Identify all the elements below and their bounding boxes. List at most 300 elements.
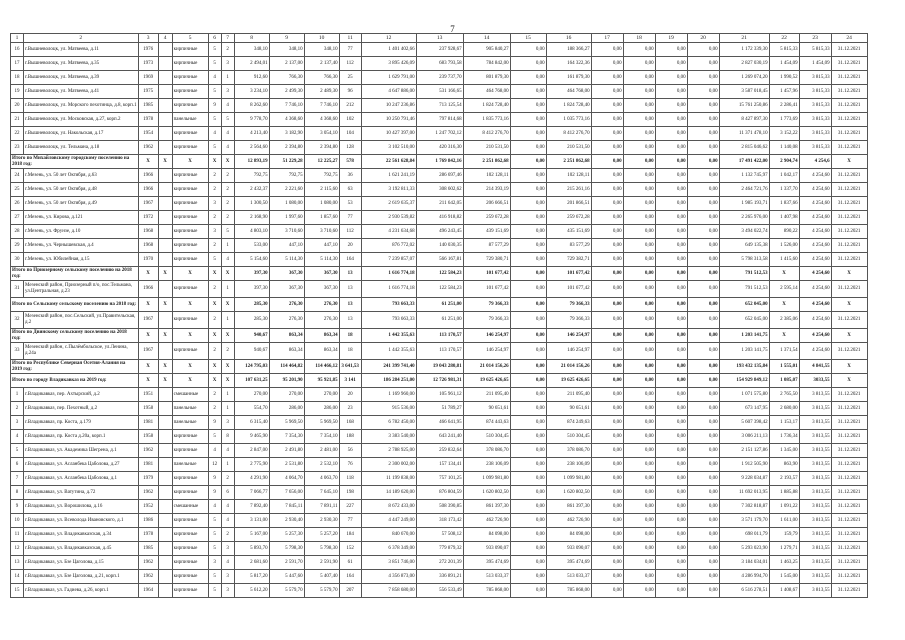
table-cell: 876 772,02	[361, 239, 416, 253]
summary-cell: 0,00	[623, 360, 655, 374]
table-cell: 1 035 773,16	[546, 113, 591, 127]
summary-cell: 1 085,07	[769, 374, 799, 388]
table-cell: 0,00	[623, 514, 655, 528]
table-cell: 31.12.2021	[831, 141, 867, 155]
table-cell: 10 250 791,46	[361, 113, 416, 127]
address-cell: г.Мезень, ул. Юбилейная, д.15	[24, 253, 139, 267]
table-cell: 152	[339, 542, 361, 556]
table-cell: 1 140,08	[769, 141, 799, 155]
summary-cell: 367,30	[269, 267, 304, 281]
table-cell: 0,00	[687, 458, 719, 472]
table-cell: 0,00	[687, 584, 719, 598]
table-cell: 0,00	[623, 197, 655, 211]
address-cell: г.Владикавказ, ул. Бзе Цаголова, д.15	[24, 556, 139, 570]
table-cell: 270,00	[234, 388, 269, 402]
table-cell: 22	[11, 127, 24, 141]
summary-cell: X	[138, 267, 158, 281]
table-cell: 9 778,70	[234, 113, 269, 127]
table-cell: 5 969,50	[269, 416, 304, 430]
summary-cell: 61 251,00	[416, 298, 463, 312]
table-cell: 1968	[138, 225, 158, 239]
table-cell: 0,00	[591, 85, 623, 99]
table-cell: 3 813,55	[799, 500, 831, 514]
summary-cell: 95 921,85	[304, 374, 339, 388]
table-cell: 0,00	[623, 57, 655, 71]
table-cell: 874 249,63	[546, 416, 591, 430]
table-cell: 15 761 250,86	[719, 99, 769, 113]
table-cell: 8 672 433,00	[361, 500, 416, 514]
table-cell: 31.12.2021	[831, 253, 867, 267]
table-cell: 0,00	[687, 388, 719, 402]
table-cell: 5 893,70	[234, 542, 269, 556]
table-cell: 0,00	[623, 71, 655, 85]
summary-cell: 12 726 981,31	[416, 374, 463, 388]
table-cell: 464 768,00	[463, 85, 510, 99]
table-cell	[158, 343, 172, 360]
table-cell: 188	[339, 430, 361, 444]
table-cell: 87 577,29	[463, 239, 510, 253]
table-cell: 416 918,82	[416, 211, 463, 225]
table-cell: 1 736,34	[769, 430, 799, 444]
table-cell: 698 011,79	[719, 528, 769, 542]
table-cell: 0,00	[623, 430, 655, 444]
table-cell: 0,00	[591, 542, 623, 556]
table-cell: 2	[208, 239, 221, 253]
table-cell: 286,00	[304, 402, 339, 416]
summary-cell: 2 251 862,68	[463, 155, 510, 169]
table-cell: 3 813,55	[799, 388, 831, 402]
table-cell: 0,00	[510, 211, 546, 225]
table-cell: панельные	[172, 416, 208, 430]
table-cell	[158, 430, 172, 444]
table-cell: 3 571 179,70	[719, 514, 769, 528]
table-cell: 863,34	[269, 343, 304, 360]
table-cell: 31.12.2021	[831, 388, 867, 402]
table-cell: 1979	[138, 472, 158, 486]
table-cell: 13	[339, 312, 361, 329]
table-cell: 0,00	[623, 225, 655, 239]
table-cell: 31.12.2021	[831, 197, 867, 211]
table-cell: 3	[221, 57, 234, 71]
summary-cell: X	[221, 374, 234, 388]
table-cell: 211 642,05	[416, 197, 463, 211]
table-cell: 259 672,28	[463, 211, 510, 225]
table-cell: 4 254,60	[799, 343, 831, 360]
table-cell: 2 193,57	[769, 472, 799, 486]
table-cell: 0,00	[655, 312, 687, 329]
table-cell: 0,00	[687, 500, 719, 514]
table-cell: 3 895 426,09	[361, 57, 416, 71]
table-cell: 933 090,07	[546, 542, 591, 556]
table-cell: 863,34	[304, 343, 339, 360]
table-cell: 0,00	[623, 584, 655, 598]
table-cell: 3 813,55	[799, 514, 831, 528]
table-cell: 496 243,45	[416, 225, 463, 239]
table-cell: 31.12.2021	[831, 127, 867, 141]
table-row	[11, 416, 868, 430]
table-cell: 4	[11, 430, 24, 444]
table-row	[11, 514, 868, 528]
table-cell	[158, 472, 172, 486]
table-cell: 4 647 886,00	[361, 85, 416, 99]
table-cell: кирпичные	[172, 211, 208, 225]
table-cell: 874 443,63	[463, 416, 510, 430]
table-cell: 3 383 540,00	[361, 430, 416, 444]
table-cell: 1968	[138, 239, 158, 253]
summary-row	[11, 329, 868, 343]
address-cell: г.Мезень, ул. 50 лет Октября, д.63	[24, 169, 139, 183]
table-cell: 0,00	[687, 211, 719, 225]
table-cell: кирпичные	[172, 253, 208, 267]
table-cell: 0,00	[623, 542, 655, 556]
table-cell: 8 262,60	[234, 99, 269, 113]
summary-cell: X	[138, 374, 158, 388]
table-cell: 0,00	[655, 500, 687, 514]
table-cell: 462 726,90	[546, 514, 591, 528]
table-cell: 1 857,60	[304, 211, 339, 225]
address-cell: г.Владикавказ, ул. Ворошилова, д.16	[24, 500, 139, 514]
table-cell: 5 579,70	[269, 584, 304, 598]
table-cell: кирпичные	[172, 542, 208, 556]
table-cell: 101 677,42	[546, 281, 591, 298]
table-cell: 1951	[138, 388, 158, 402]
table-cell: 90 651,61	[463, 402, 510, 416]
column-number: 5	[172, 34, 208, 43]
table-cell: 1967	[138, 343, 158, 360]
table-cell: 13	[11, 556, 24, 570]
table-cell: 0,00	[623, 183, 655, 197]
summary-cell: 19 625 426,65	[546, 374, 591, 388]
summary-cell: 791 512,53	[719, 267, 769, 281]
address-cell: г.Владикавказ, ул. Владикавказская, д.34	[24, 528, 139, 542]
table-cell: 1 132 745,97	[719, 169, 769, 183]
table-cell: 3 813,55	[799, 570, 831, 584]
address-cell: г.Владикавказ, пр. Коста, д.179	[24, 416, 139, 430]
table-cell: 3 813,55	[799, 444, 831, 458]
table-cell: 0,00	[591, 486, 623, 500]
table-cell: 11 692 013,95	[719, 486, 769, 500]
summary-cell: X	[208, 267, 221, 281]
summary-cell: 4 254,60	[799, 329, 831, 343]
summary-cell: X	[831, 298, 867, 312]
table-cell: 3 815,33	[799, 85, 831, 99]
table-cell: 286 697,46	[416, 169, 463, 183]
table-cell: 3 131,00	[234, 514, 269, 528]
table-cell: 1 042,17	[769, 169, 799, 183]
table-cell: 4 254,60	[799, 183, 831, 197]
table-cell: 5	[221, 113, 234, 127]
table-cell: 8 427 897,30	[719, 113, 769, 127]
table-cell: 17	[11, 57, 24, 71]
table-cell: 1 837,66	[769, 197, 799, 211]
table-cell: 101 677,42	[463, 281, 510, 298]
table-cell: 5 607 398,42	[719, 416, 769, 430]
table-cell: 4	[221, 556, 234, 570]
table-cell: 128	[339, 141, 361, 155]
table-cell: 0,00	[510, 183, 546, 197]
table-cell: 2 531,80	[269, 458, 304, 472]
table-cell: 122 584,23	[416, 281, 463, 298]
summary-cell: 0,00	[687, 155, 719, 169]
table-cell: 0,00	[655, 57, 687, 71]
table-cell: 0,00	[655, 343, 687, 360]
table-row	[11, 542, 868, 556]
column-number: 17	[591, 34, 623, 43]
table-cell: 31.12.2021	[831, 542, 867, 556]
summary-cell: 4 254,60	[799, 298, 831, 312]
summary-cell: 19 043 280,81	[416, 360, 463, 374]
table-cell: 7 354,10	[304, 430, 339, 444]
table-cell: 15	[11, 584, 24, 598]
table-cell: 1 172 339,30	[719, 43, 769, 57]
summary-cell: 1 616 774,18	[361, 267, 416, 281]
column-number: 4	[158, 34, 172, 43]
table-row	[11, 343, 868, 360]
table-cell	[158, 570, 172, 584]
table-cell: 8	[11, 486, 24, 500]
table-cell: 2 115,60	[304, 183, 339, 197]
table-cell: 77	[339, 211, 361, 225]
table-cell: 0,00	[655, 542, 687, 556]
table-cell: 3 813,55	[799, 486, 831, 500]
table-cell: 1 080,00	[269, 197, 304, 211]
table-cell: 1 629 791,00	[361, 71, 416, 85]
table-cell: 1 773,69	[769, 113, 799, 127]
table-cell: 0,00	[655, 169, 687, 183]
table-cell: 1972	[138, 211, 158, 225]
table-cell: 4 254,60	[799, 253, 831, 267]
summary-cell: 22 561 628,84	[361, 155, 416, 169]
table-cell: 0,00	[687, 239, 719, 253]
address-cell: г.Владикавказ, ул. Асланбека Цаболова, д.1	[24, 472, 139, 486]
table-cell: 239 737,70	[416, 71, 463, 85]
table-cell: 20	[339, 388, 361, 402]
table-cell: 7	[11, 472, 24, 486]
table-cell: 1	[221, 281, 234, 298]
table-cell: 0,00	[687, 127, 719, 141]
table-row	[11, 281, 868, 298]
table-cell: 102	[339, 113, 361, 127]
table-cell: 3	[221, 570, 234, 584]
table-cell: 649 135,38	[719, 239, 769, 253]
summary-cell: 285,30	[234, 298, 269, 312]
summary-cell: 1 203 141,75	[719, 329, 769, 343]
table-cell: 206 666,51	[463, 197, 510, 211]
table-cell: 164	[339, 253, 361, 267]
table-cell: 3 494 022,74	[719, 225, 769, 239]
table-cell: 508 390,85	[416, 500, 463, 514]
table-cell: 0,00	[510, 197, 546, 211]
table-cell	[158, 514, 172, 528]
table-cell: 0,00	[623, 416, 655, 430]
table-cell: 0,00	[623, 113, 655, 127]
table-cell: 0,00	[623, 388, 655, 402]
table-cell: 3	[11, 416, 24, 430]
table-cell: 105 961,12	[416, 388, 463, 402]
table-cell: 7 354,30	[269, 430, 304, 444]
table-cell: 348,10	[304, 43, 339, 57]
summary-cell: 0,00	[687, 298, 719, 312]
summary-cell: X	[831, 374, 867, 388]
table-cell: 164	[339, 570, 361, 584]
table-cell	[158, 253, 172, 267]
table-cell: 1 203 141,75	[719, 343, 769, 360]
table-cell: 5	[208, 542, 221, 556]
address-cell: г.Мезень, ул. 50 лет Октября, д.49	[24, 197, 139, 211]
table-cell: 0,00	[687, 402, 719, 416]
summary-cell: 0,00	[591, 360, 623, 374]
summary-label: Итого по Михайловскому городскому поселению на 2018 год:	[11, 155, 139, 169]
table-cell: 3 813,55	[799, 430, 831, 444]
table-cell: 1	[221, 388, 234, 402]
table-cell: 32	[11, 312, 24, 329]
table-cell: 0,00	[591, 528, 623, 542]
table-cell: 0,00	[623, 141, 655, 155]
table-cell: 1 824 728,40	[546, 99, 591, 113]
table-cell: 1 247 702,12	[416, 127, 463, 141]
table-cell: 201 866,51	[546, 197, 591, 211]
summary-cell: 146 254,97	[463, 329, 510, 343]
table-cell: 1967	[138, 312, 158, 329]
table-cell: 0,00	[510, 500, 546, 514]
table-cell: 5 447,60	[269, 570, 304, 584]
table-cell: 1	[221, 458, 234, 472]
table-cell: 5 612,20	[234, 584, 269, 598]
table-row	[11, 85, 868, 99]
table-cell: 1 401 402,66	[361, 43, 416, 57]
summary-cell: 241 399 741,40	[361, 360, 416, 374]
table-cell: 30	[11, 253, 24, 267]
table-cell: 0,00	[591, 183, 623, 197]
table-cell: кирпичные	[172, 127, 208, 141]
table-cell: 510 304,45	[463, 430, 510, 444]
summary-label: Итого по Приозерному сельскому поселению на 2018 год:	[11, 267, 139, 281]
table-row	[11, 113, 868, 127]
table-cell: 31.12.2021	[831, 57, 867, 71]
summary-cell: 18	[339, 329, 361, 343]
table-cell: 395 474,69	[463, 556, 510, 570]
table-cell: 4	[221, 141, 234, 155]
address-cell: г.Владикавказ, пр. Коста д.20а, корп.1	[24, 430, 139, 444]
address-cell: г.Владикавказ, ул. Академика Шегрена, д.1	[24, 444, 139, 458]
table-cell: кирпичные	[172, 141, 208, 155]
table-cell: 348,10	[269, 43, 304, 57]
table-cell: 2 137,00	[269, 57, 304, 71]
summary-cell: 863,34	[304, 329, 339, 343]
table-cell: 3 184 034,01	[719, 556, 769, 570]
table-cell: 0,00	[591, 281, 623, 298]
table-cell: 0,00	[687, 253, 719, 267]
table-cell: 0,00	[687, 225, 719, 239]
column-number: 23	[799, 34, 831, 43]
table-cell: 0,00	[687, 556, 719, 570]
table-cell: 3 813,55	[799, 584, 831, 598]
table-cell: 276,30	[304, 312, 339, 329]
summary-cell: 0,00	[687, 329, 719, 343]
table-cell: 2	[208, 343, 221, 360]
table-cell: 462 726,90	[463, 514, 510, 528]
table-cell: 31.12.2021	[831, 402, 867, 416]
table-cell: 801 879,30	[463, 71, 510, 85]
table-cell: 259 672,28	[546, 211, 591, 225]
table-cell: 31.12.2021	[831, 570, 867, 584]
table-row	[11, 169, 868, 183]
table-cell: 286,00	[269, 402, 304, 416]
table-cell: 9	[208, 99, 221, 113]
column-number: 1	[11, 34, 24, 43]
table-cell: 8 412 276,70	[463, 127, 510, 141]
table-cell: 0,00	[591, 225, 623, 239]
table-cell: 27	[11, 211, 24, 225]
address-cell: г.Вышневолоцк, ул. Московская, д.27, корп.2	[24, 113, 139, 127]
table-cell: 1981	[138, 458, 158, 472]
summary-cell: 0,00	[591, 155, 623, 169]
table-cell: 207	[339, 584, 361, 598]
table-cell: 4 254,60	[799, 312, 831, 329]
table-cell: 90 651,61	[546, 402, 591, 416]
table-cell: кирпичные	[172, 514, 208, 528]
column-number: 20	[687, 34, 719, 43]
table-cell: 0,00	[623, 500, 655, 514]
table-cell: 4 368,60	[269, 113, 304, 127]
table-cell: 2 385,06	[769, 312, 799, 329]
table-cell: кирпичные	[172, 570, 208, 584]
summary-cell: 0,00	[510, 155, 546, 169]
table-cell: 2 847,00	[234, 444, 269, 458]
table-cell: 272 201,39	[416, 556, 463, 570]
table-cell: 102 128,11	[546, 169, 591, 183]
table-cell: 4	[208, 71, 221, 85]
table-cell: 0,00	[655, 113, 687, 127]
table-cell: 1962	[138, 556, 158, 570]
table-cell: 7 892,40	[234, 500, 269, 514]
table-cell: 259 832,64	[416, 444, 463, 458]
table-cell: 673 147,95	[719, 402, 769, 416]
table-cell: 0,00	[510, 514, 546, 528]
summary-cell: 0,00	[510, 374, 546, 388]
summary-cell: 4 254,60	[799, 267, 831, 281]
table-cell	[158, 225, 172, 239]
table-cell: 51 789,27	[416, 402, 463, 416]
table-cell: 9 228 034,87	[719, 472, 769, 486]
table-cell: 21	[11, 113, 24, 127]
table-cell	[158, 43, 172, 57]
table-cell: 0,00	[623, 343, 655, 360]
summary-cell: 0,00	[655, 360, 687, 374]
table-cell: 0,00	[591, 57, 623, 71]
column-number: 14	[463, 34, 510, 43]
table-cell: 757 101,25	[416, 472, 463, 486]
summary-cell: 79 366,33	[546, 298, 591, 312]
summary-cell: 79 366,33	[463, 298, 510, 312]
table-cell: 4 254,60	[799, 225, 831, 239]
table-cell: 31.12.2021	[831, 85, 867, 99]
table-cell: 7 066,77	[234, 486, 269, 500]
table-cell: 2	[208, 312, 221, 329]
summary-label: Итого по городу Владикавказ на 2019 год:	[11, 374, 139, 388]
table-cell: 2 489,30	[304, 85, 339, 99]
table-cell: 0,00	[687, 430, 719, 444]
table-cell: 0,00	[655, 183, 687, 197]
table-cell: кирпичные	[172, 57, 208, 71]
table-row	[11, 486, 868, 500]
page-number: 7	[450, 24, 455, 34]
table-cell: 840 670,00	[361, 528, 416, 542]
table-cell: 5	[11, 444, 24, 458]
table-cell: 5 815,33	[799, 43, 831, 57]
table-cell: 13	[339, 281, 361, 298]
table-cell: 0,00	[510, 99, 546, 113]
